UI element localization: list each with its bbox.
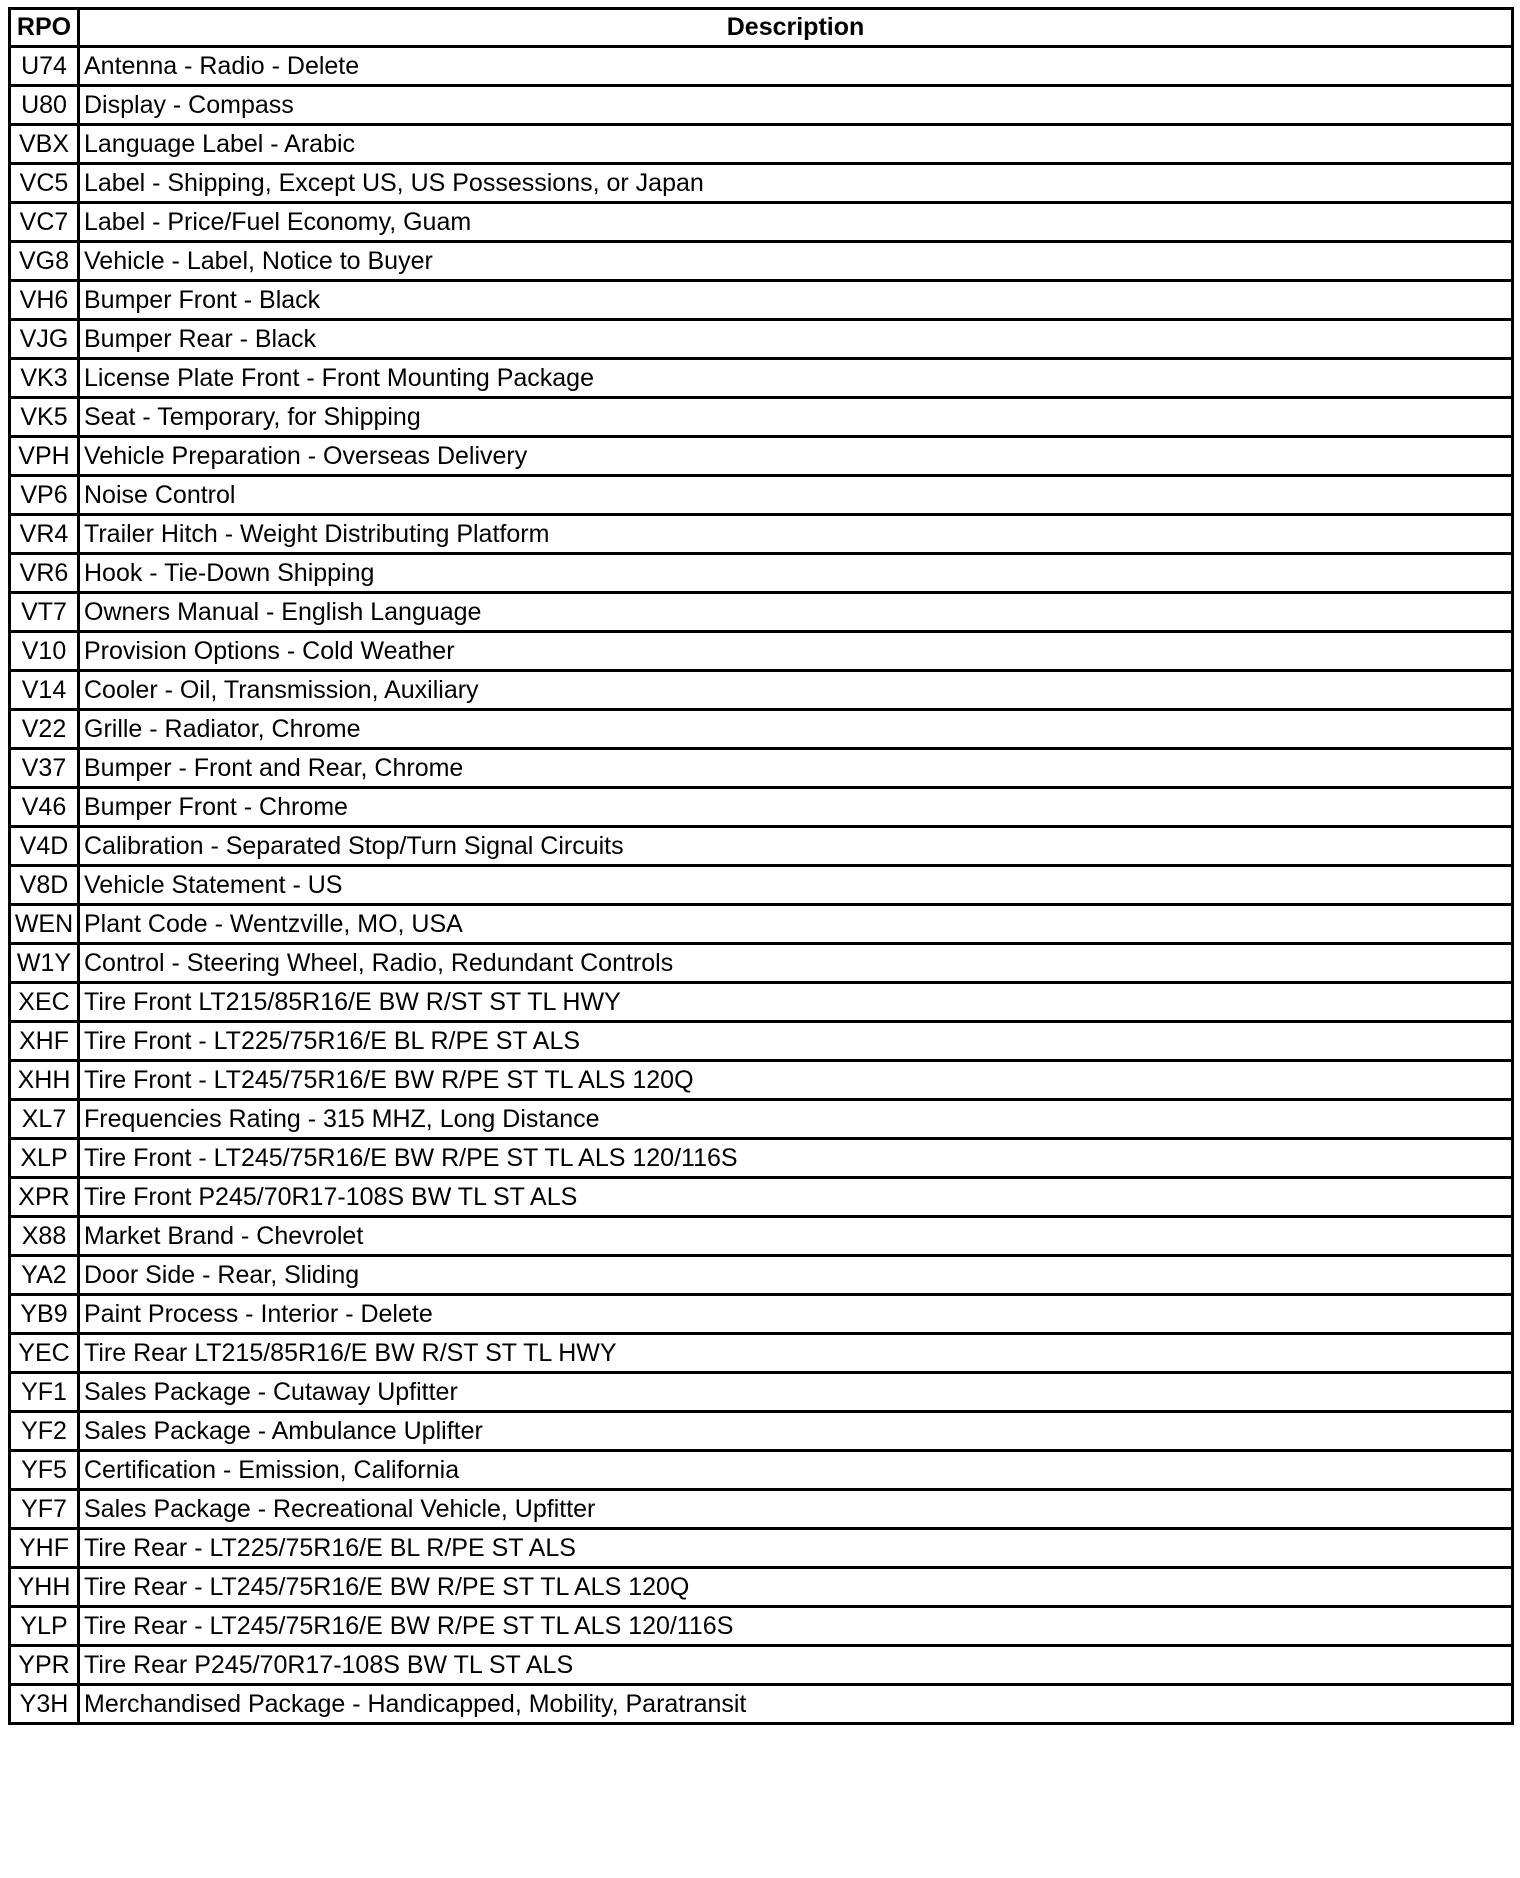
description-cell: Control - Steering Wheel, Radio, Redundant Controls: [79, 944, 1513, 983]
table-row: [10, 242, 1513, 281]
table-row: [10, 983, 1513, 1022]
table-row: [10, 1568, 1513, 1607]
rpo-code-cell: VJG: [10, 320, 79, 359]
rpo-code-cell: V8D: [10, 866, 79, 905]
description-cell: Certification - Emission, California: [79, 1451, 1513, 1490]
description-cell: Tire Rear P245/70R17-108S BW TL ST ALS: [79, 1646, 1513, 1685]
table-row: [10, 359, 1513, 398]
table-row: [10, 1256, 1513, 1295]
table-row: [10, 1100, 1513, 1139]
description-cell: Merchandised Package - Handicapped, Mobility, Paratransit: [79, 1685, 1513, 1724]
rpo-code-cell: VP6: [10, 476, 79, 515]
rpo-code-cell: YA2: [10, 1256, 79, 1295]
table-row: [10, 671, 1513, 710]
table-row: [10, 1061, 1513, 1100]
table-row: [10, 86, 1513, 125]
description-cell: Plant Code - Wentzville, MO, USA: [79, 905, 1513, 944]
rpo-code-cell: VK5: [10, 398, 79, 437]
rpo-code-cell: V46: [10, 788, 79, 827]
description-cell: Vehicle - Label, Notice to Buyer: [79, 242, 1513, 281]
rpo-code-cell: XEC: [10, 983, 79, 1022]
description-cell: Label - Shipping, Except US, US Possessions, or Japan: [79, 164, 1513, 203]
description-cell: Bumper Front - Black: [79, 281, 1513, 320]
rpo-code-cell: U80: [10, 86, 79, 125]
table-row: [10, 320, 1513, 359]
rpo-code-cell: YPR: [10, 1646, 79, 1685]
rpo-code-cell: VK3: [10, 359, 79, 398]
rpo-code-cell: XHF: [10, 1022, 79, 1061]
rpo-code-cell: WEN: [10, 905, 79, 944]
description-cell: Tire Front - LT245/75R16/E BW R/PE ST TL ALS 120/116S: [79, 1139, 1513, 1178]
description-cell: Frequencies Rating - 315 MHZ, Long Distance: [79, 1100, 1513, 1139]
rpo-code-cell: XL7: [10, 1100, 79, 1139]
table-row: [10, 632, 1513, 671]
rpo-code-cell: VT7: [10, 593, 79, 632]
description-cell: Tire Rear LT215/85R16/E BW R/ST ST TL HWY: [79, 1334, 1513, 1373]
table-row: [10, 1412, 1513, 1451]
document-page: [8, 7, 1511, 1725]
description-cell: Noise Control: [79, 476, 1513, 515]
description-cell: Cooler - Oil, Transmission, Auxiliary: [79, 671, 1513, 710]
rpo-code-cell: YF2: [10, 1412, 79, 1451]
rpo-code-cell: Y3H: [10, 1685, 79, 1724]
description-cell: Vehicle Statement - US: [79, 866, 1513, 905]
table-row: [10, 554, 1513, 593]
table-row: [10, 866, 1513, 905]
description-column-header: Description: [79, 9, 1513, 47]
rpo-code-cell: XHH: [10, 1061, 79, 1100]
table-row: [10, 1490, 1513, 1529]
table-row: [10, 788, 1513, 827]
description-cell: Tire Front - LT245/75R16/E BW R/PE ST TL ALS 120Q: [79, 1061, 1513, 1100]
table-row: [10, 1022, 1513, 1061]
rpo-column-header: RPO: [10, 9, 79, 47]
table-row: [10, 1685, 1513, 1724]
table-row: [10, 398, 1513, 437]
rpo-code-cell: YF1: [10, 1373, 79, 1412]
description-cell: Tire Front LT215/85R16/E BW R/ST ST TL HWY: [79, 983, 1513, 1022]
description-cell: Tire Rear - LT225/75R16/E BL R/PE ST ALS: [79, 1529, 1513, 1568]
table-row: [10, 1295, 1513, 1334]
table-row: [10, 1529, 1513, 1568]
table-row: [10, 1373, 1513, 1412]
table-row: [10, 1607, 1513, 1646]
description-cell: Vehicle Preparation - Overseas Delivery: [79, 437, 1513, 476]
rpo-code-cell: V37: [10, 749, 79, 788]
description-cell: Paint Process - Interior - Delete: [79, 1295, 1513, 1334]
rpo-code-cell: V14: [10, 671, 79, 710]
table-row: [10, 827, 1513, 866]
description-cell: Display - Compass: [79, 86, 1513, 125]
description-cell: Owners Manual - English Language: [79, 593, 1513, 632]
description-cell: Sales Package - Ambulance Uplifter: [79, 1412, 1513, 1451]
rpo-code-cell: YB9: [10, 1295, 79, 1334]
table-row: [10, 1646, 1513, 1685]
table-row: [10, 944, 1513, 983]
rpo-code-cell: V22: [10, 710, 79, 749]
rpo-code-cell: X88: [10, 1217, 79, 1256]
description-cell: Sales Package - Recreational Vehicle, Upfitter: [79, 1490, 1513, 1529]
rpo-code-cell: XLP: [10, 1139, 79, 1178]
description-cell: Grille - Radiator, Chrome: [79, 710, 1513, 749]
rpo-code-cell: W1Y: [10, 944, 79, 983]
description-cell: Label - Price/Fuel Economy, Guam: [79, 203, 1513, 242]
rpo-code-cell: VH6: [10, 281, 79, 320]
description-cell: Tire Front - LT225/75R16/E BL R/PE ST ALS: [79, 1022, 1513, 1061]
description-cell: Calibration - Separated Stop/Turn Signal Circuits: [79, 827, 1513, 866]
description-cell: Sales Package - Cutaway Upfitter: [79, 1373, 1513, 1412]
description-cell: Market Brand - Chevrolet: [79, 1217, 1513, 1256]
table-row: [10, 593, 1513, 632]
description-cell: Bumper Front - Chrome: [79, 788, 1513, 827]
rpo-code-cell: VG8: [10, 242, 79, 281]
description-cell: Tire Rear - LT245/75R16/E BW R/PE ST TL ALS 120Q: [79, 1568, 1513, 1607]
rpo-code-cell: U74: [10, 47, 79, 86]
table-row: [10, 749, 1513, 788]
rpo-code-cell: VR6: [10, 554, 79, 593]
description-cell: Door Side - Rear, Sliding: [79, 1256, 1513, 1295]
description-cell: Provision Options - Cold Weather: [79, 632, 1513, 671]
rpo-code-cell: V10: [10, 632, 79, 671]
table-row: [10, 515, 1513, 554]
rpo-code-cell: VR4: [10, 515, 79, 554]
table-row: [10, 905, 1513, 944]
table-row: [10, 1451, 1513, 1490]
rpo-code-cell: VBX: [10, 125, 79, 164]
description-cell: Hook - Tie-Down Shipping: [79, 554, 1513, 593]
table-row: [10, 203, 1513, 242]
description-cell: Seat - Temporary, for Shipping: [79, 398, 1513, 437]
table-row: [10, 281, 1513, 320]
description-cell: Bumper Rear - Black: [79, 320, 1513, 359]
rpo-code-cell: XPR: [10, 1178, 79, 1217]
description-cell: Language Label - Arabic: [79, 125, 1513, 164]
rpo-code-cell: VC5: [10, 164, 79, 203]
rpo-code-cell: YHH: [10, 1568, 79, 1607]
table-row: [10, 437, 1513, 476]
rpo-code-cell: VPH: [10, 437, 79, 476]
header-row: [10, 9, 1513, 47]
table-row: [10, 164, 1513, 203]
description-cell: License Plate Front - Front Mounting Package: [79, 359, 1513, 398]
rpo-code-cell: YF7: [10, 1490, 79, 1529]
table-row: [10, 1139, 1513, 1178]
table-row: [10, 125, 1513, 164]
rpo-code-cell: YEC: [10, 1334, 79, 1373]
table-row: [10, 1178, 1513, 1217]
rpo-code-cell: VC7: [10, 203, 79, 242]
rpo-code-cell: YF5: [10, 1451, 79, 1490]
rpo-code-cell: YHF: [10, 1529, 79, 1568]
description-cell: Tire Front P245/70R17-108S BW TL ST ALS: [79, 1178, 1513, 1217]
description-cell: Tire Rear - LT245/75R16/E BW R/PE ST TL ALS 120/116S: [79, 1607, 1513, 1646]
table-row: [10, 710, 1513, 749]
rpo-table: [8, 7, 1514, 1725]
table-row: [10, 1334, 1513, 1373]
rpo-code-cell: V4D: [10, 827, 79, 866]
rpo-code-cell: YLP: [10, 1607, 79, 1646]
table-row: [10, 1217, 1513, 1256]
description-cell: Trailer Hitch - Weight Distributing Platform: [79, 515, 1513, 554]
table-row: [10, 47, 1513, 86]
description-cell: Bumper - Front and Rear, Chrome: [79, 749, 1513, 788]
table-row: [10, 476, 1513, 515]
table-body: [10, 47, 1513, 1724]
description-cell: Antenna - Radio - Delete: [79, 47, 1513, 86]
